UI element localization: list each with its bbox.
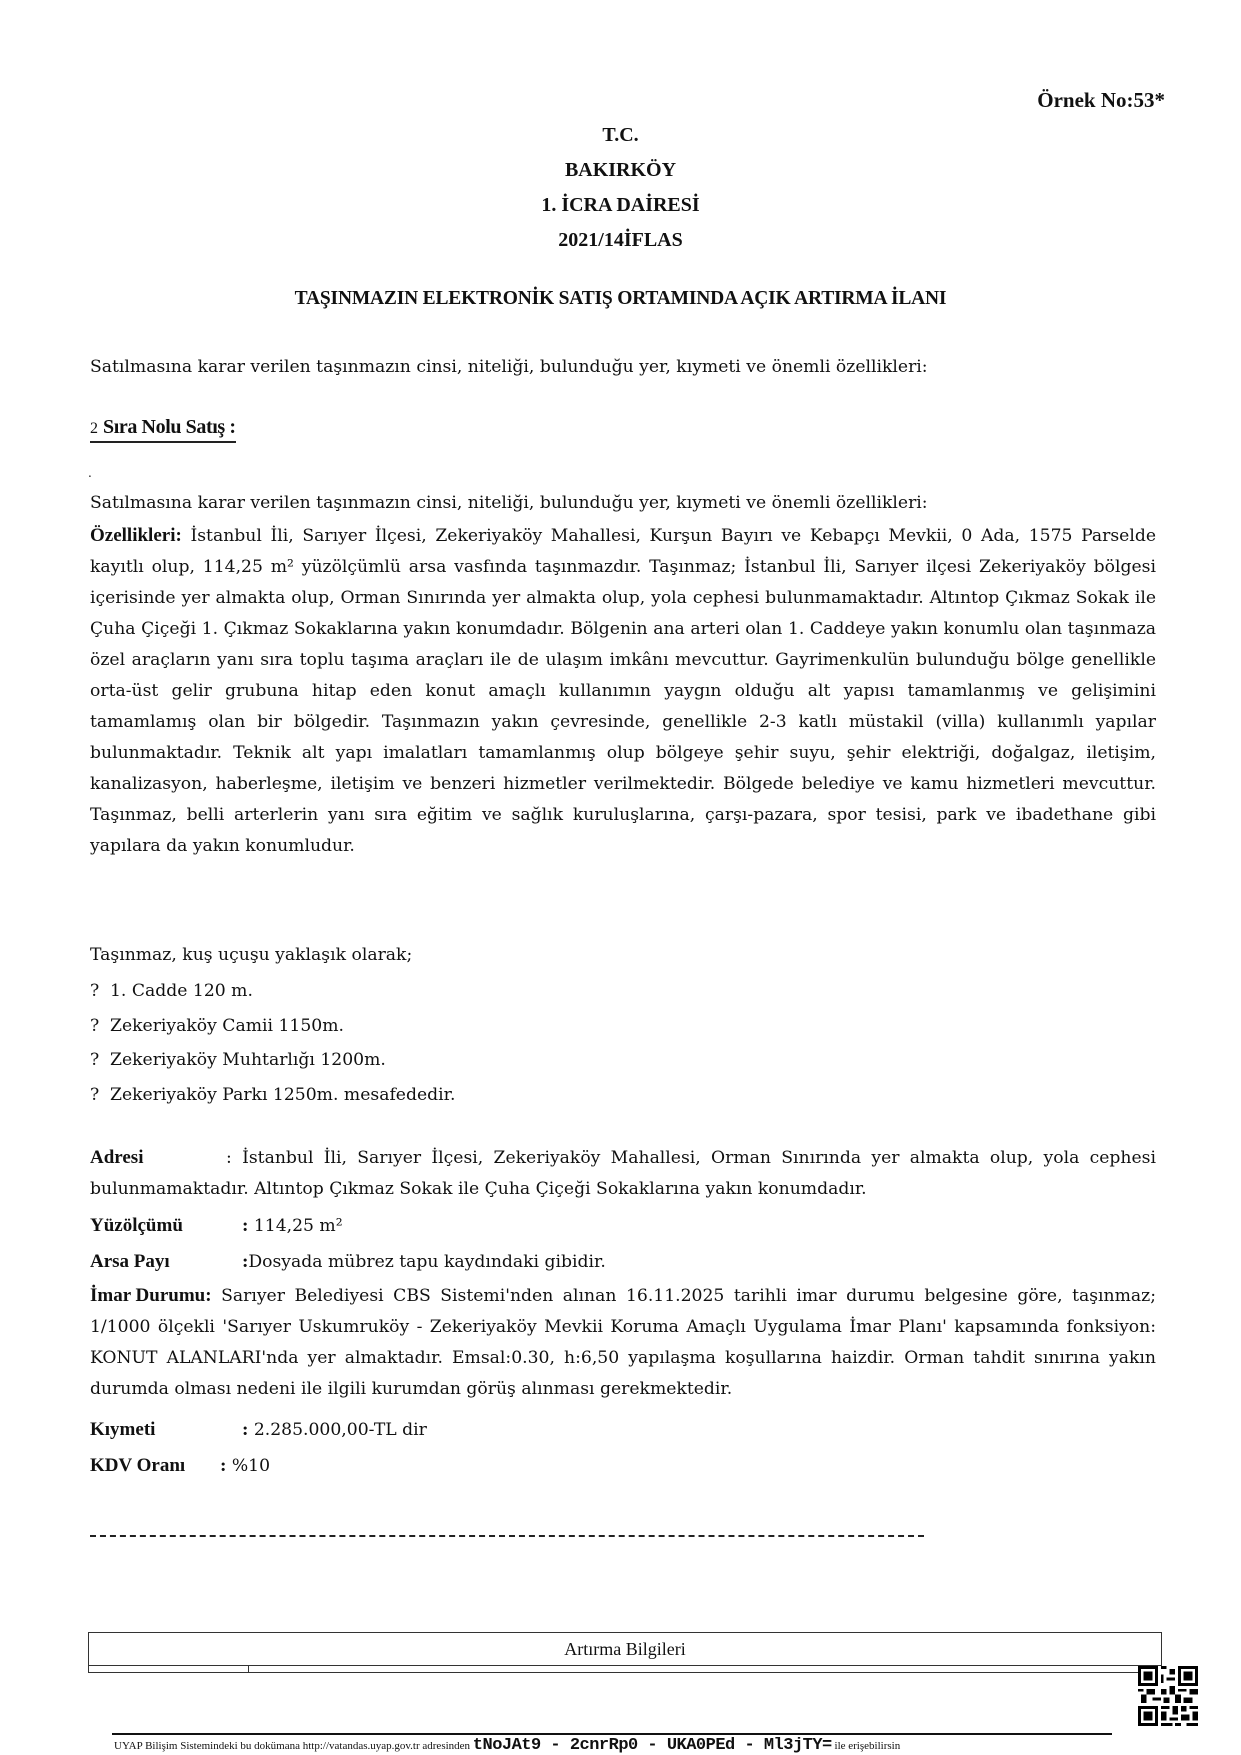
value-label: Kıymeti bbox=[90, 1419, 156, 1440]
qr-code-icon bbox=[1138, 1666, 1198, 1726]
bullet-icon: ? bbox=[90, 1050, 100, 1070]
area-label: Yüzölçümü bbox=[90, 1215, 183, 1236]
area-value: 114,25 m² bbox=[253, 1216, 343, 1236]
list-item: ? Zekeriyaköy Muhtarlığı 1200m. bbox=[90, 1043, 455, 1078]
dot-mark: . bbox=[88, 466, 92, 480]
bullet-icon: ? bbox=[90, 981, 100, 1001]
auction-table-header: Artırma Bilgileri bbox=[89, 1633, 1162, 1666]
sale-label: Sıra Nolu Satış : bbox=[103, 416, 236, 438]
share-label: Arsa Payı bbox=[90, 1251, 170, 1272]
sample-number: Örnek No:53* bbox=[1037, 88, 1165, 112]
header-city: BAKIRKÖY bbox=[564, 159, 677, 181]
sale-heading bbox=[90, 416, 236, 443]
header-tc: T.C. bbox=[602, 124, 639, 146]
sale-intro-text: Satılmasına karar verilen taşınmazın cinsi, niteliği, bulunduğu yer, kıymeti ve önemli özellikleri: bbox=[90, 493, 928, 513]
auction-info-table bbox=[88, 1632, 1162, 1673]
dashed-separator bbox=[90, 1535, 924, 1537]
verification-code: tNoJAt9 - 2cnrRp0 - UKA0PEd - Ml3jTY= bbox=[472, 1736, 832, 1755]
document-title: TAŞINMAZIN ELEKTRONİK SATIŞ ORTAMINDA AÇIK ARTIRMA İLANI bbox=[294, 288, 947, 309]
list-item: ? 1. Cadde 120 m. bbox=[90, 974, 455, 1009]
share-field: Arsa Payı :Dosyada mübrez tapu kaydındaki gibidir. bbox=[90, 1246, 1156, 1278]
intro-text: Satılmasına karar verilen taşınmazın cinsi, niteliği, bulunduğu yer, kıymeti ve önemli özellikleri: bbox=[90, 357, 928, 377]
list-item: ? Zekeriyaköy Parkı 1250m. mesafededir. bbox=[90, 1078, 455, 1113]
footer-prefix: UYAP Bilişim Sistemindeki bu dokümana http://vatandas.uyap.gov.tr adresinden bbox=[114, 1740, 473, 1752]
footer-rule bbox=[112, 1733, 1112, 1735]
court-header bbox=[0, 118, 1241, 258]
bullet-icon: ? bbox=[90, 1084, 100, 1105]
bullet-icon: ? bbox=[90, 1015, 100, 1036]
zoning-label: İmar Durumu: bbox=[90, 1285, 212, 1306]
footer-verification bbox=[114, 1737, 1234, 1755]
address-label: Adresi bbox=[90, 1147, 144, 1168]
features-text: İstanbul İli, Sarıyer İlçesi, Zekeriyaköy Mahallesi, Kurşun Bayırı ve Kebapçı Mevkii, 0 Ada, 1575 Parselde kayıtlı olup, 114,25 m² yüzölçümlü arsa vasfında taşınmazdır. Taşınmaz; İstanbul İli, Sarıyer ilçesi Zekeriyaköy bölgesi içerisinde yer almakta olup, Orman Sınırında yer almakta olup, yola cephesi bulunmamaktadır. Altıntop Çıkmaz Sokak ile Çuha Çiçeği 1. Çıkmaz Sokaklarına yakın konumdadır. Bölgenin ana arteri olan 1. Caddeye yakın konumlu olan taşınmaza özel araçların yanı sıra toplu taşıma araçları ile de ulaşım imkânı mevcuttur. Gayrimenkulün bulunduğu bölge genellikle orta-üst gelir grubuna hitap eden konut amaçlı kullanımın yaygın olduğu alt yapısı tamamlanmış ve gelişimini tamamlamış olan bir bölgedir. Taşınmazın yakın çevresinde, genellikle 2-3 katlı müstakil (villa) kullanımlı yapılar bulunmaktadır. Teknik alt yapı imalatları tamamlanmış olup bölgeye şehir suyu, şehir elektriği, doğalgaz, iletişim, kanalizasyon, haberleşme, iletişim ve benzeri hizmetler verilmektedir. Bölgede belediye ve kamu hizmetleri mevcuttur. Taşınmaz, belli arterlerin yanı sıra eğitim ve sağlık kuruluşlarına, çarşı-pazara, spor tesisi, park ve ibadethane gibi yapılara da yakın konumludur. bbox=[90, 526, 1156, 856]
footer-suffix: ile erişebilirsin bbox=[831, 1740, 901, 1752]
zoning-value: Sarıyer Belediyesi CBS Sistemi'nden alınan 16.11.2025 tarihli imar durumu belgesine göre, taşınmaz; 1/1000 ölçekli 'Sarıyer Uskumruköy - Zekeriyaköy Mevkii Koruma Amaçlı Uygulama İmar Planı' kapsamında fonksiyon: KONUT ALANLARI'nda yer almaktadır. Emsal:0.30, h:6,50 yapılaşma koşullarına haizdir. Orman tahdit sınırına yakın durumda olması nedeni ile ilgili kurumdan görüş alınması gerekmektedir. bbox=[90, 1286, 1156, 1399]
header-file-no: 2021/14İFLAS bbox=[558, 229, 683, 251]
features-paragraph bbox=[90, 520, 1156, 862]
vat-label: KDV Oranı bbox=[90, 1455, 186, 1476]
value-field: Kıymeti : 2.285.000,00-TL dir bbox=[90, 1414, 1156, 1446]
value-amount: 2.285.000,00-TL dir bbox=[253, 1420, 427, 1440]
distances-title: Taşınmaz, kuş uçuşu yaklaşık olarak; bbox=[90, 945, 413, 965]
vat-field: KDV Oranı : %10 bbox=[90, 1450, 1156, 1482]
sale-number: 2 bbox=[90, 420, 98, 437]
distances-list bbox=[90, 974, 455, 1112]
features-label: Özellikleri: bbox=[90, 525, 182, 546]
address-value: : İstanbul İli, Sarıyer İlçesi, Zekeriyaköy Mahallesi, Orman Sınırında yer almakta olup, yola cephesi bulunmamaktadır. Altıntop Çıkmaz Sokak ile Çuha Çiçeği Sokaklarına yakın konumdadır. bbox=[90, 1148, 1156, 1199]
vat-value: %10 bbox=[231, 1456, 271, 1476]
table-cell bbox=[89, 1666, 249, 1673]
list-item: ? Zekeriyaköy Camii 1150m. bbox=[90, 1009, 455, 1044]
address-field bbox=[90, 1142, 1156, 1205]
table-cell bbox=[249, 1666, 1162, 1673]
share-value: Dosyada mübrez tapu kaydındaki gibidir. bbox=[248, 1252, 606, 1272]
header-office: 1. İCRA DAİRESİ bbox=[541, 194, 700, 216]
area-field: Yüzölçümü : 114,25 m² bbox=[90, 1210, 1156, 1242]
zoning-field bbox=[90, 1280, 1156, 1405]
